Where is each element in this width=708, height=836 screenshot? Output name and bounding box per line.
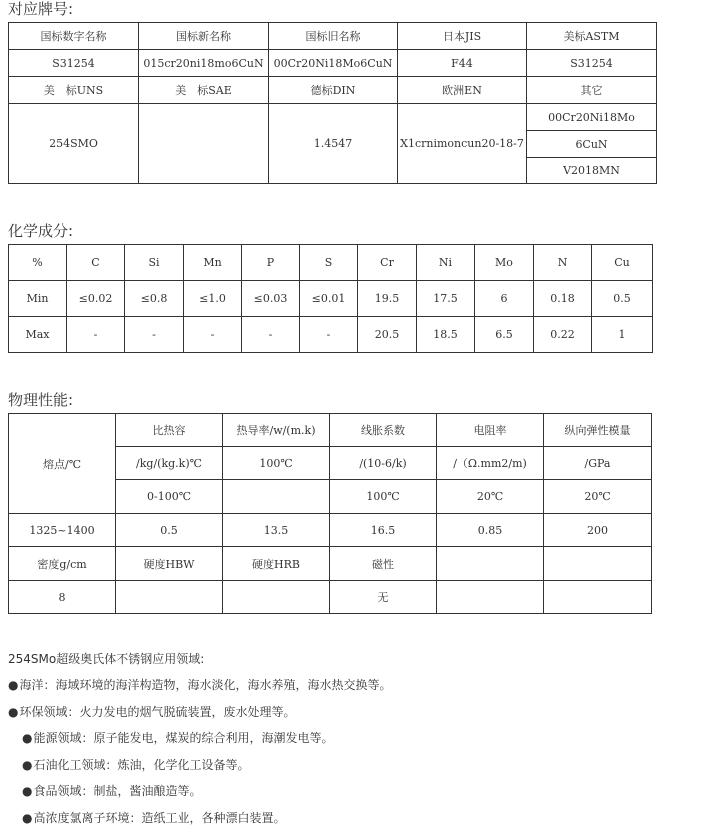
table-cell: X1crnimoncun20-18-7 (398, 104, 527, 184)
table-cell (544, 547, 652, 581)
table-cell (139, 104, 269, 184)
table-cell: 密度g/cm (9, 547, 116, 581)
table-cell: ≤0.02 (67, 281, 125, 317)
list-item-text: 能源领域：原子能发电，煤炭的综合利用，海潮发电等。 (33, 731, 334, 745)
table-cell: 美 标SAE (139, 77, 269, 104)
table-cell: ≤0.03 (242, 281, 300, 317)
list-item-text: 海洋：海域环境的海洋构造物，海水淡化，海水养殖，海水热交换等。 (19, 678, 392, 692)
table-cell: /（Ω.mm2/m) (437, 447, 544, 480)
table-cell: N (534, 245, 592, 281)
table-cell: 0-100℃ (116, 480, 223, 514)
table-cell: 13.5 (223, 514, 330, 547)
table-cell: P (242, 245, 300, 281)
physical-header-row (9, 414, 652, 447)
bullet-icon: ● (22, 810, 33, 825)
list-item (8, 757, 698, 773)
table-cell: /GPa (544, 447, 652, 480)
chemistry-table (8, 244, 653, 353)
table-cell: 1325~1400 (9, 514, 116, 547)
grades-value-row-2 (9, 104, 657, 131)
table-cell: 硬度HRB (223, 547, 330, 581)
table-cell (223, 480, 330, 514)
table-cell: 6.5 (475, 317, 534, 353)
table-cell: 17.5 (417, 281, 475, 317)
table-cell: 国标新名称 (139, 23, 269, 50)
table-cell: 100℃ (223, 447, 330, 480)
table-cell: 线胀系数 (330, 414, 437, 447)
table-cell (223, 581, 330, 614)
table-cell: 015cr20ni18mo6CuN (139, 50, 269, 77)
table-cell: S31254 (527, 50, 657, 77)
table-cell: - (242, 317, 300, 353)
table-cell: 100℃ (330, 480, 437, 514)
table-cell: 日本JIS (398, 23, 527, 50)
table-cell: 00Cr20Ni18Mo6CuN (269, 50, 398, 77)
list-item (8, 810, 698, 826)
grades-header-row-2 (9, 77, 657, 104)
table-cell: 磁性 (330, 547, 437, 581)
chemistry-heading: 化学成分: (8, 222, 74, 240)
grades-header-row (9, 23, 657, 50)
table-cell: 无 (330, 581, 437, 614)
table-cell: /kg/(kg.k)℃ (116, 447, 223, 480)
list-item-text: 高浓度氯离子环境：造纸工业，各种漂白装置。 (33, 810, 286, 825)
table-cell: 200 (544, 514, 652, 547)
bullet-icon: ● (22, 757, 33, 772)
table-cell: Ni (417, 245, 475, 281)
bullet-icon: ● (22, 784, 33, 798)
table-cell: 6CuN (527, 131, 657, 158)
table-cell: 00Cr20Ni18Mo (527, 104, 657, 131)
table-cell: S (300, 245, 358, 281)
applications-intro: 254SMo超级奥氏体不锈钢应用领域: (8, 652, 205, 666)
table-cell: 19.5 (358, 281, 417, 317)
grades-value-row (9, 50, 657, 77)
table-cell: 硬度HBW (116, 547, 223, 581)
grades-heading: 对应牌号: (8, 0, 74, 18)
table-cell: V2018MN (527, 158, 657, 184)
table-cell: 20℃ (544, 480, 652, 514)
table-cell: Si (125, 245, 184, 281)
table-cell: 电阻率 (437, 414, 544, 447)
table-cell: 其它 (527, 77, 657, 104)
table-cell: /(10-6/k) (330, 447, 437, 480)
table-cell: Cu (592, 245, 653, 281)
physical-values-row (9, 514, 652, 547)
chemistry-min-row (9, 281, 653, 317)
list-item (8, 677, 698, 693)
table-cell: Max (9, 317, 67, 353)
table-cell: C (67, 245, 125, 281)
list-item (8, 704, 698, 720)
table-cell: - (67, 317, 125, 353)
table-cell: 纵向弹性模量 (544, 414, 652, 447)
table-cell: % (9, 245, 67, 281)
table-cell (544, 581, 652, 614)
physical-table (8, 413, 652, 614)
table-cell: 20℃ (437, 480, 544, 514)
table-cell: 8 (9, 581, 116, 614)
table-cell: ≤1.0 (184, 281, 242, 317)
grades-table (8, 22, 657, 184)
table-cell: - (184, 317, 242, 353)
table-cell: Mn (184, 245, 242, 281)
table-cell: 6 (475, 281, 534, 317)
list-item-text: 环保领域：火力发电的烟气脱硫装置，废水处理等。 (19, 704, 296, 719)
table-cell (437, 547, 544, 581)
bullet-icon: ● (22, 731, 33, 745)
table-cell: 美 标UNS (9, 77, 139, 104)
table-cell: Cr (358, 245, 417, 281)
table-cell: S31254 (9, 50, 139, 77)
table-cell: 国标旧名称 (269, 23, 398, 50)
physical-heading: 物理性能: (8, 391, 74, 409)
bullet-icon: ● (8, 704, 19, 719)
table-cell: 0.85 (437, 514, 544, 547)
table-cell: ≤0.8 (125, 281, 184, 317)
chemistry-max-row (9, 317, 653, 353)
chemistry-header-row (9, 245, 653, 281)
table-cell: 热导率/w/(m.k) (223, 414, 330, 447)
table-cell: 比热容 (116, 414, 223, 447)
table-cell: 20.5 (358, 317, 417, 353)
table-cell: - (125, 317, 184, 353)
table-cell (437, 581, 544, 614)
table-cell: 国标数字名称 (9, 23, 139, 50)
list-item (8, 730, 698, 746)
list-item (8, 783, 698, 799)
table-cell: 熔点/℃ (9, 414, 116, 514)
bullet-icon: ● (8, 678, 19, 692)
table-cell: - (300, 317, 358, 353)
table-cell: Mo (475, 245, 534, 281)
applications-section (8, 651, 698, 836)
table-cell: Min (9, 281, 67, 317)
table-cell: 1.4547 (269, 104, 398, 184)
table-cell: 0.5 (592, 281, 653, 317)
table-cell: 0.5 (116, 514, 223, 547)
physical-values-row-2 (9, 581, 652, 614)
table-cell: 美标ASTM (527, 23, 657, 50)
table-cell: 欧洲EN (398, 77, 527, 104)
list-item-text: 石油化工领域：炼油，化学化工设备等。 (33, 757, 250, 772)
table-cell: 0.22 (534, 317, 592, 353)
table-cell: 1 (592, 317, 653, 353)
table-cell: 18.5 (417, 317, 475, 353)
table-cell: 0.18 (534, 281, 592, 317)
table-cell: 16.5 (330, 514, 437, 547)
table-cell: 254SMO (9, 104, 139, 184)
table-cell (116, 581, 223, 614)
table-cell: F44 (398, 50, 527, 77)
table-cell: 德标DIN (269, 77, 398, 104)
physical-header-row-2 (9, 547, 652, 581)
table-cell: ≤0.01 (300, 281, 358, 317)
list-item-text: 食品领域：制盐，酱油酿造等。 (33, 784, 202, 798)
